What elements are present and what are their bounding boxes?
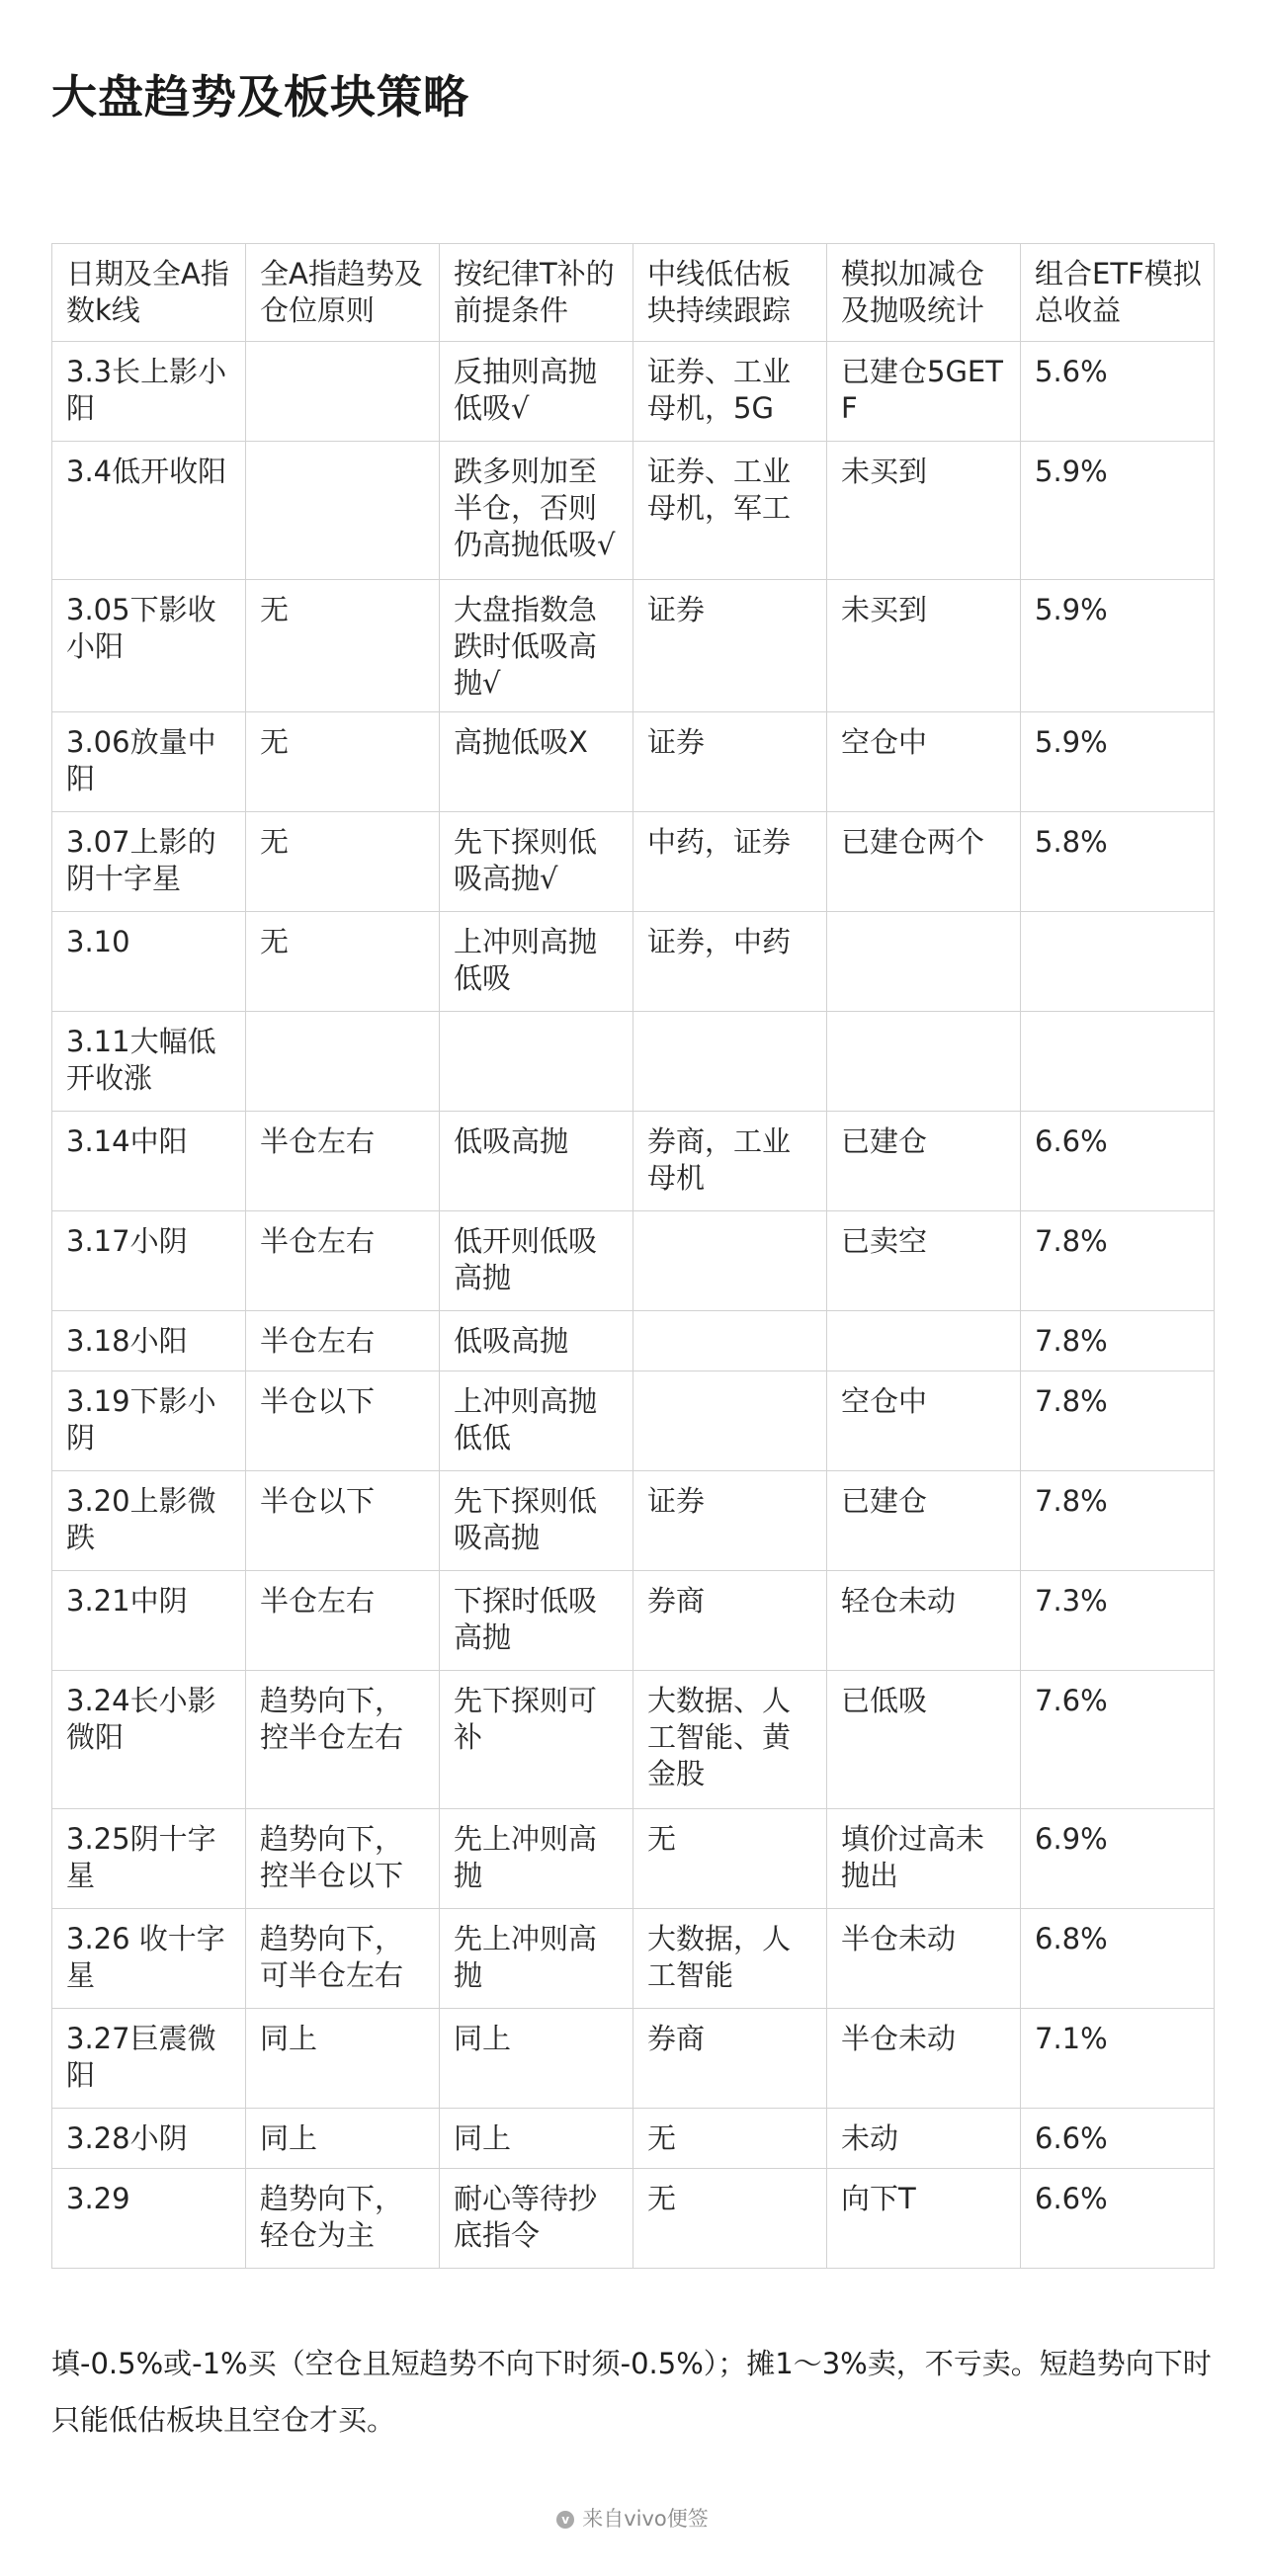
cell-trend-position: 半仓以下 xyxy=(246,1471,440,1571)
cell-position-stats: 已建仓 xyxy=(827,1471,1021,1571)
table-row xyxy=(52,712,1215,812)
table-row xyxy=(52,1112,1215,1211)
cell-t-conditions: 反抽则高抛低吸√ xyxy=(440,342,633,442)
cell-position-stats: 半仓未动 xyxy=(827,2009,1021,2109)
vivo-logo-icon: v xyxy=(556,2511,574,2529)
strategy-note: 填-0.5%或-1%买（空仓且短趋势不向下时须-0.5%）；摊1～3%卖，不亏卖。短趋势向下时只能低估板块且空仓才买。 xyxy=(51,2347,1212,2437)
cell-trend-position: 半仓左右 xyxy=(246,1112,440,1211)
cell-date-kline: 3.18小阳 xyxy=(52,1311,246,1371)
cell-t-conditions: 上冲则高抛低吸 xyxy=(440,912,633,1012)
cell-sector-tracking xyxy=(633,1012,827,1112)
cell-date-kline: 3.05下影收小阳 xyxy=(52,580,246,712)
cell-t-conditions: 低开则低吸高抛 xyxy=(440,1211,633,1311)
cell-sector-tracking: 券商 xyxy=(633,1571,827,1671)
cell-position-stats: 已建仓5GETF xyxy=(827,342,1021,442)
page-title: 大盘趋势及板块策略 xyxy=(51,70,469,124)
cell-t-conditions: 同上 xyxy=(440,2009,633,2109)
cell-t-conditions xyxy=(440,1012,633,1112)
table-row xyxy=(52,2109,1215,2169)
table-header-row xyxy=(52,244,1215,342)
cell-position-stats: 已低吸 xyxy=(827,1671,1021,1809)
cell-trend-position xyxy=(246,1012,440,1112)
cell-date-kline: 3.21中阴 xyxy=(52,1571,246,1671)
cell-trend-position: 半仓左右 xyxy=(246,1311,440,1371)
cell-position-stats: 半仓未动 xyxy=(827,1909,1021,2009)
cell-etf-return: 7.8% xyxy=(1021,1371,1215,1471)
cell-sector-tracking xyxy=(633,1311,827,1371)
cell-position-stats: 未买到 xyxy=(827,580,1021,712)
table-row xyxy=(52,2169,1215,2269)
header-sector-tracking: 中线低估板块持续跟踪 xyxy=(633,244,827,342)
header-position-stats: 模拟加减仓及抛吸统计 xyxy=(827,244,1021,342)
cell-etf-return: 7.6% xyxy=(1021,1671,1215,1809)
cell-sector-tracking: 券商，工业母机 xyxy=(633,1112,827,1211)
table-row xyxy=(52,1211,1215,1311)
cell-date-kline: 3.07上影的阴十字星 xyxy=(52,812,246,912)
cell-etf-return: 7.8% xyxy=(1021,1211,1215,1311)
cell-sector-tracking: 券商 xyxy=(633,2009,827,2109)
cell-position-stats xyxy=(827,912,1021,1012)
cell-t-conditions: 先上冲则高抛 xyxy=(440,1809,633,1909)
table-row xyxy=(52,2009,1215,2109)
cell-etf-return xyxy=(1021,912,1215,1012)
cell-date-kline: 3.17小阴 xyxy=(52,1211,246,1311)
cell-t-conditions: 低吸高抛 xyxy=(440,1112,633,1211)
cell-etf-return: 5.8% xyxy=(1021,812,1215,912)
cell-position-stats: 未买到 xyxy=(827,442,1021,580)
cell-date-kline: 3.4低开收阳 xyxy=(52,442,246,580)
cell-t-conditions: 先下探则可补 xyxy=(440,1671,633,1809)
table-row xyxy=(52,912,1215,1012)
cell-t-conditions: 大盘指数急跌时低吸高抛√ xyxy=(440,580,633,712)
table-row xyxy=(52,580,1215,712)
table-row xyxy=(52,342,1215,442)
cell-sector-tracking: 无 xyxy=(633,2109,827,2169)
cell-sector-tracking: 大数据，人工智能 xyxy=(633,1909,827,2009)
cell-position-stats xyxy=(827,1311,1021,1371)
table-row xyxy=(52,1371,1215,1471)
header-date-kline: 日期及全A指数k线 xyxy=(52,244,246,342)
cell-date-kline: 3.26 收十字星 xyxy=(52,1909,246,2009)
cell-date-kline: 3.20上影微跌 xyxy=(52,1471,246,1571)
cell-sector-tracking: 证券、工业母机，5G xyxy=(633,342,827,442)
cell-t-conditions: 先下探则低吸高抛 xyxy=(440,1471,633,1571)
cell-etf-return: 7.8% xyxy=(1021,1471,1215,1571)
cell-t-conditions: 高抛低吸X xyxy=(440,712,633,812)
cell-position-stats: 填价过高未抛出 xyxy=(827,1809,1021,1909)
table-row xyxy=(52,1909,1215,2009)
footer-source-text: 来自vivo便签 xyxy=(582,2507,709,2531)
cell-sector-tracking: 证券、工业母机，军工 xyxy=(633,442,827,580)
cell-date-kline: 3.29 xyxy=(52,2169,246,2269)
cell-t-conditions: 低吸高抛 xyxy=(440,1311,633,1371)
table-body xyxy=(52,342,1215,2269)
cell-t-conditions: 耐心等待抄底指令 xyxy=(440,2169,633,2269)
cell-date-kline: 3.10 xyxy=(52,912,246,1012)
cell-trend-position: 同上 xyxy=(246,2009,440,2109)
table-row xyxy=(52,1571,1215,1671)
cell-date-kline: 3.24长小影微阳 xyxy=(52,1671,246,1809)
cell-trend-position: 同上 xyxy=(246,2109,440,2169)
cell-position-stats: 空仓中 xyxy=(827,1371,1021,1471)
cell-etf-return: 7.1% xyxy=(1021,2009,1215,2109)
cell-trend-position: 趋势向下，控半仓以下 xyxy=(246,1809,440,1909)
cell-sector-tracking: 大数据、人工智能、黄金股 xyxy=(633,1671,827,1809)
cell-date-kline: 3.11大幅低开收涨 xyxy=(52,1012,246,1112)
cell-date-kline: 3.27巨震微阳 xyxy=(52,2009,246,2109)
cell-trend-position: 半仓左右 xyxy=(246,1571,440,1671)
cell-trend-position: 趋势向下，控半仓左右 xyxy=(246,1671,440,1809)
header-etf-return: 组合ETF模拟总收益 xyxy=(1021,244,1215,342)
cell-trend-position xyxy=(246,442,440,580)
cell-sector-tracking: 证券 xyxy=(633,712,827,812)
cell-position-stats: 已卖空 xyxy=(827,1211,1021,1311)
cell-etf-return: 5.9% xyxy=(1021,442,1215,580)
cell-date-kline: 3.19下影小阴 xyxy=(52,1371,246,1471)
cell-etf-return: 5.6% xyxy=(1021,342,1215,442)
cell-trend-position: 趋势向下，可半仓左右 xyxy=(246,1909,440,2009)
cell-sector-tracking: 证券，中药 xyxy=(633,912,827,1012)
strategy-table xyxy=(51,243,1215,2269)
cell-t-conditions: 同上 xyxy=(440,2109,633,2169)
cell-trend-position: 无 xyxy=(246,580,440,712)
cell-t-conditions: 跌多则加至半仓，否则仍高抛低吸√ xyxy=(440,442,633,580)
cell-trend-position: 趋势向下，轻仓为主 xyxy=(246,2169,440,2269)
cell-trend-position: 无 xyxy=(246,912,440,1012)
header-t-conditions: 按纪律T补的前提条件 xyxy=(440,244,633,342)
cell-sector-tracking: 无 xyxy=(633,2169,827,2269)
cell-sector-tracking: 无 xyxy=(633,1809,827,1909)
cell-position-stats: 向下T xyxy=(827,2169,1021,2269)
cell-trend-position: 无 xyxy=(246,712,440,812)
table-row xyxy=(52,1012,1215,1112)
cell-t-conditions: 上冲则高抛低低 xyxy=(440,1371,633,1471)
cell-position-stats: 轻仓未动 xyxy=(827,1571,1021,1671)
table-row xyxy=(52,1311,1215,1371)
cell-date-kline: 3.28小阴 xyxy=(52,2109,246,2169)
cell-etf-return: 6.6% xyxy=(1021,2109,1215,2169)
cell-date-kline: 3.25阴十字星 xyxy=(52,1809,246,1909)
cell-trend-position xyxy=(246,342,440,442)
table-row xyxy=(52,812,1215,912)
cell-etf-return: 7.3% xyxy=(1021,1571,1215,1671)
cell-t-conditions: 下探时低吸高抛 xyxy=(440,1571,633,1671)
table-row xyxy=(52,1671,1215,1809)
cell-sector-tracking: 中药，证券 xyxy=(633,812,827,912)
cell-etf-return: 6.6% xyxy=(1021,1112,1215,1211)
cell-sector-tracking: 证券 xyxy=(633,1471,827,1571)
cell-date-kline: 3.06放量中阳 xyxy=(52,712,246,812)
cell-trend-position: 半仓以下 xyxy=(246,1371,440,1471)
cell-date-kline: 3.14中阳 xyxy=(52,1112,246,1211)
footer xyxy=(0,2503,1265,2533)
table-row xyxy=(52,1809,1215,1909)
cell-t-conditions: 先上冲则高抛 xyxy=(440,1909,633,2009)
header-trend-position: 全A指趋势及仓位原则 xyxy=(246,244,440,342)
cell-sector-tracking xyxy=(633,1211,827,1311)
cell-position-stats: 已建仓 xyxy=(827,1112,1021,1211)
cell-position-stats: 空仓中 xyxy=(827,712,1021,812)
cell-etf-return: 7.8% xyxy=(1021,1311,1215,1371)
cell-etf-return: 5.9% xyxy=(1021,712,1215,812)
cell-position-stats: 未动 xyxy=(827,2109,1021,2169)
table-row xyxy=(52,442,1215,580)
cell-t-conditions: 先下探则低吸高抛√ xyxy=(440,812,633,912)
cell-sector-tracking xyxy=(633,1371,827,1471)
cell-etf-return xyxy=(1021,1012,1215,1112)
cell-trend-position: 半仓左右 xyxy=(246,1211,440,1311)
cell-position-stats: 已建仓两个 xyxy=(827,812,1021,912)
cell-trend-position: 无 xyxy=(246,812,440,912)
cell-position-stats xyxy=(827,1012,1021,1112)
cell-etf-return: 6.9% xyxy=(1021,1809,1215,1909)
table-row xyxy=(52,1471,1215,1571)
cell-etf-return: 5.9% xyxy=(1021,580,1215,712)
cell-date-kline: 3.3长上影小阳 xyxy=(52,342,246,442)
cell-etf-return: 6.6% xyxy=(1021,2169,1215,2269)
cell-sector-tracking: 证券 xyxy=(633,580,827,712)
cell-etf-return: 6.8% xyxy=(1021,1909,1215,2009)
